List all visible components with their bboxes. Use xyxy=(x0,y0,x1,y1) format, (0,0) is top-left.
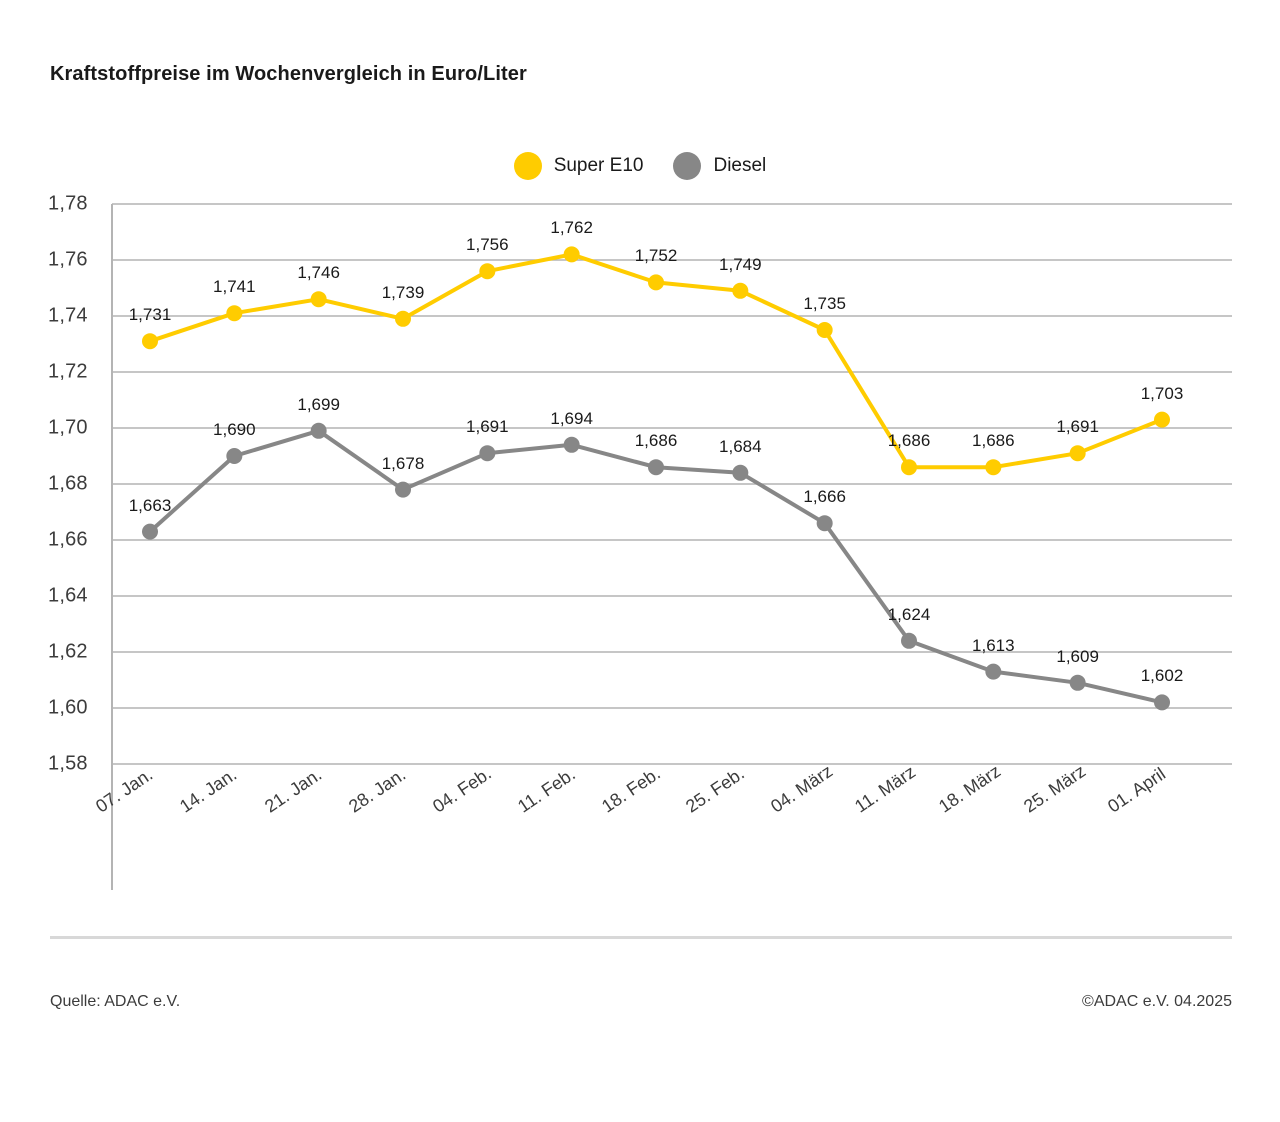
data-point-label: 1,678 xyxy=(381,453,425,473)
data-point-label: 1,666 xyxy=(803,487,846,507)
x-axis-tick-label: 11. Feb. xyxy=(513,763,579,817)
data-point-marker xyxy=(817,322,833,338)
data-point-label: 1,690 xyxy=(213,420,256,439)
x-axis-tick-label: 14. Jan. xyxy=(176,764,241,817)
data-point-marker xyxy=(142,333,158,349)
data-point-marker xyxy=(311,423,327,439)
data-point-marker xyxy=(142,524,158,540)
data-point-marker xyxy=(901,459,917,475)
page-title: Kraftstoffpreise im Wochenvergleich in Euro/Liter xyxy=(50,63,527,85)
data-point-marker xyxy=(1070,445,1086,461)
data-point-label: 1,703 xyxy=(1140,383,1184,403)
x-axis-tick-label: 28. Jan. xyxy=(345,764,410,817)
data-point-label: 1,746 xyxy=(297,263,340,283)
x-axis-tick-label: 01. April xyxy=(1104,763,1170,817)
y-axis-tick-label: 1,68 xyxy=(48,472,88,495)
data-point-marker xyxy=(226,448,242,464)
data-point-marker xyxy=(311,291,327,307)
data-point-marker xyxy=(817,515,833,531)
data-point-marker xyxy=(648,274,664,290)
data-point-marker xyxy=(985,459,1001,475)
x-axis-tick-label: 07. Jan. xyxy=(92,764,157,817)
data-point-marker xyxy=(732,465,748,481)
y-axis-tick-label: 1,58 xyxy=(48,752,88,775)
y-axis-tick-label: 1,74 xyxy=(48,304,88,327)
legend-label-super-e10: Super E10 xyxy=(553,155,644,176)
x-axis-tick-label: 04. Feb. xyxy=(429,763,496,817)
x-axis-tick-label: 21. Jan. xyxy=(260,764,325,817)
y-axis-tick-label: 1,72 xyxy=(48,360,88,383)
data-point-label: 1,741 xyxy=(213,277,256,297)
data-point-label: 1,609 xyxy=(1056,646,1099,666)
data-point-label: 1,731 xyxy=(128,305,172,325)
data-point-label: 1,752 xyxy=(634,246,678,266)
footer-divider xyxy=(50,936,1232,939)
y-axis-tick-label: 1,76 xyxy=(48,248,88,271)
data-point-label: 1,624 xyxy=(887,604,931,624)
data-point-label: 1,749 xyxy=(719,254,762,274)
data-point-marker xyxy=(732,283,748,299)
data-point-label: 1,756 xyxy=(466,235,509,255)
data-point-label: 1,602 xyxy=(1140,666,1184,686)
y-axis-tick-label: 1,62 xyxy=(48,640,88,663)
x-axis-tick-label: 25. März xyxy=(1019,760,1089,817)
x-axis-tick-label: 04. März xyxy=(766,760,836,817)
x-axis-tick-label: 18. März xyxy=(935,760,1005,817)
data-point-label: 1,694 xyxy=(550,408,593,428)
data-point-label: 1,663 xyxy=(128,495,172,515)
copyright-note: ©ADAC e.V. 04.2025 xyxy=(1082,993,1232,1010)
y-axis-tick-label: 1,60 xyxy=(48,696,88,719)
data-point-label: 1,684 xyxy=(719,436,762,456)
data-point-label: 1,762 xyxy=(550,218,593,238)
data-point-label: 1,735 xyxy=(803,294,846,313)
data-point-label: 1,691 xyxy=(466,417,509,437)
x-axis-tick-label: 25. Feb. xyxy=(682,763,749,817)
data-point-marker xyxy=(564,246,580,262)
x-axis-tick-label: 11. März xyxy=(851,761,920,817)
data-point-marker xyxy=(985,664,1001,680)
data-point-marker xyxy=(648,459,664,475)
data-point-marker xyxy=(1154,694,1170,710)
data-point-label: 1,699 xyxy=(297,394,340,414)
y-axis-tick-label: 1,78 xyxy=(48,192,88,215)
data-point-marker xyxy=(1070,675,1086,691)
data-point-marker xyxy=(395,311,411,327)
data-point-label: 1,739 xyxy=(381,282,425,302)
y-axis-tick-label: 1,70 xyxy=(48,416,88,439)
data-point-label: 1,691 xyxy=(1056,417,1099,437)
x-axis-tick-label: 18. Feb. xyxy=(598,763,664,817)
data-point-marker xyxy=(479,263,495,279)
data-point-marker xyxy=(901,633,917,649)
data-point-marker xyxy=(1154,412,1170,428)
data-point-marker xyxy=(226,305,242,321)
y-axis-tick-label: 1,64 xyxy=(48,584,88,607)
y-axis-tick-label: 1,66 xyxy=(48,528,88,551)
legend-label-diesel: Diesel xyxy=(713,155,767,176)
data-point-label: 1,686 xyxy=(972,431,1015,451)
data-point-marker xyxy=(479,445,495,461)
data-point-label: 1,686 xyxy=(634,431,678,451)
data-point-label: 1,686 xyxy=(887,431,931,451)
data-point-marker xyxy=(395,482,411,498)
data-point-label: 1,613 xyxy=(972,635,1015,655)
data-point-marker xyxy=(564,437,580,453)
source-note: Quelle: ADAC e.V. xyxy=(50,993,181,1010)
